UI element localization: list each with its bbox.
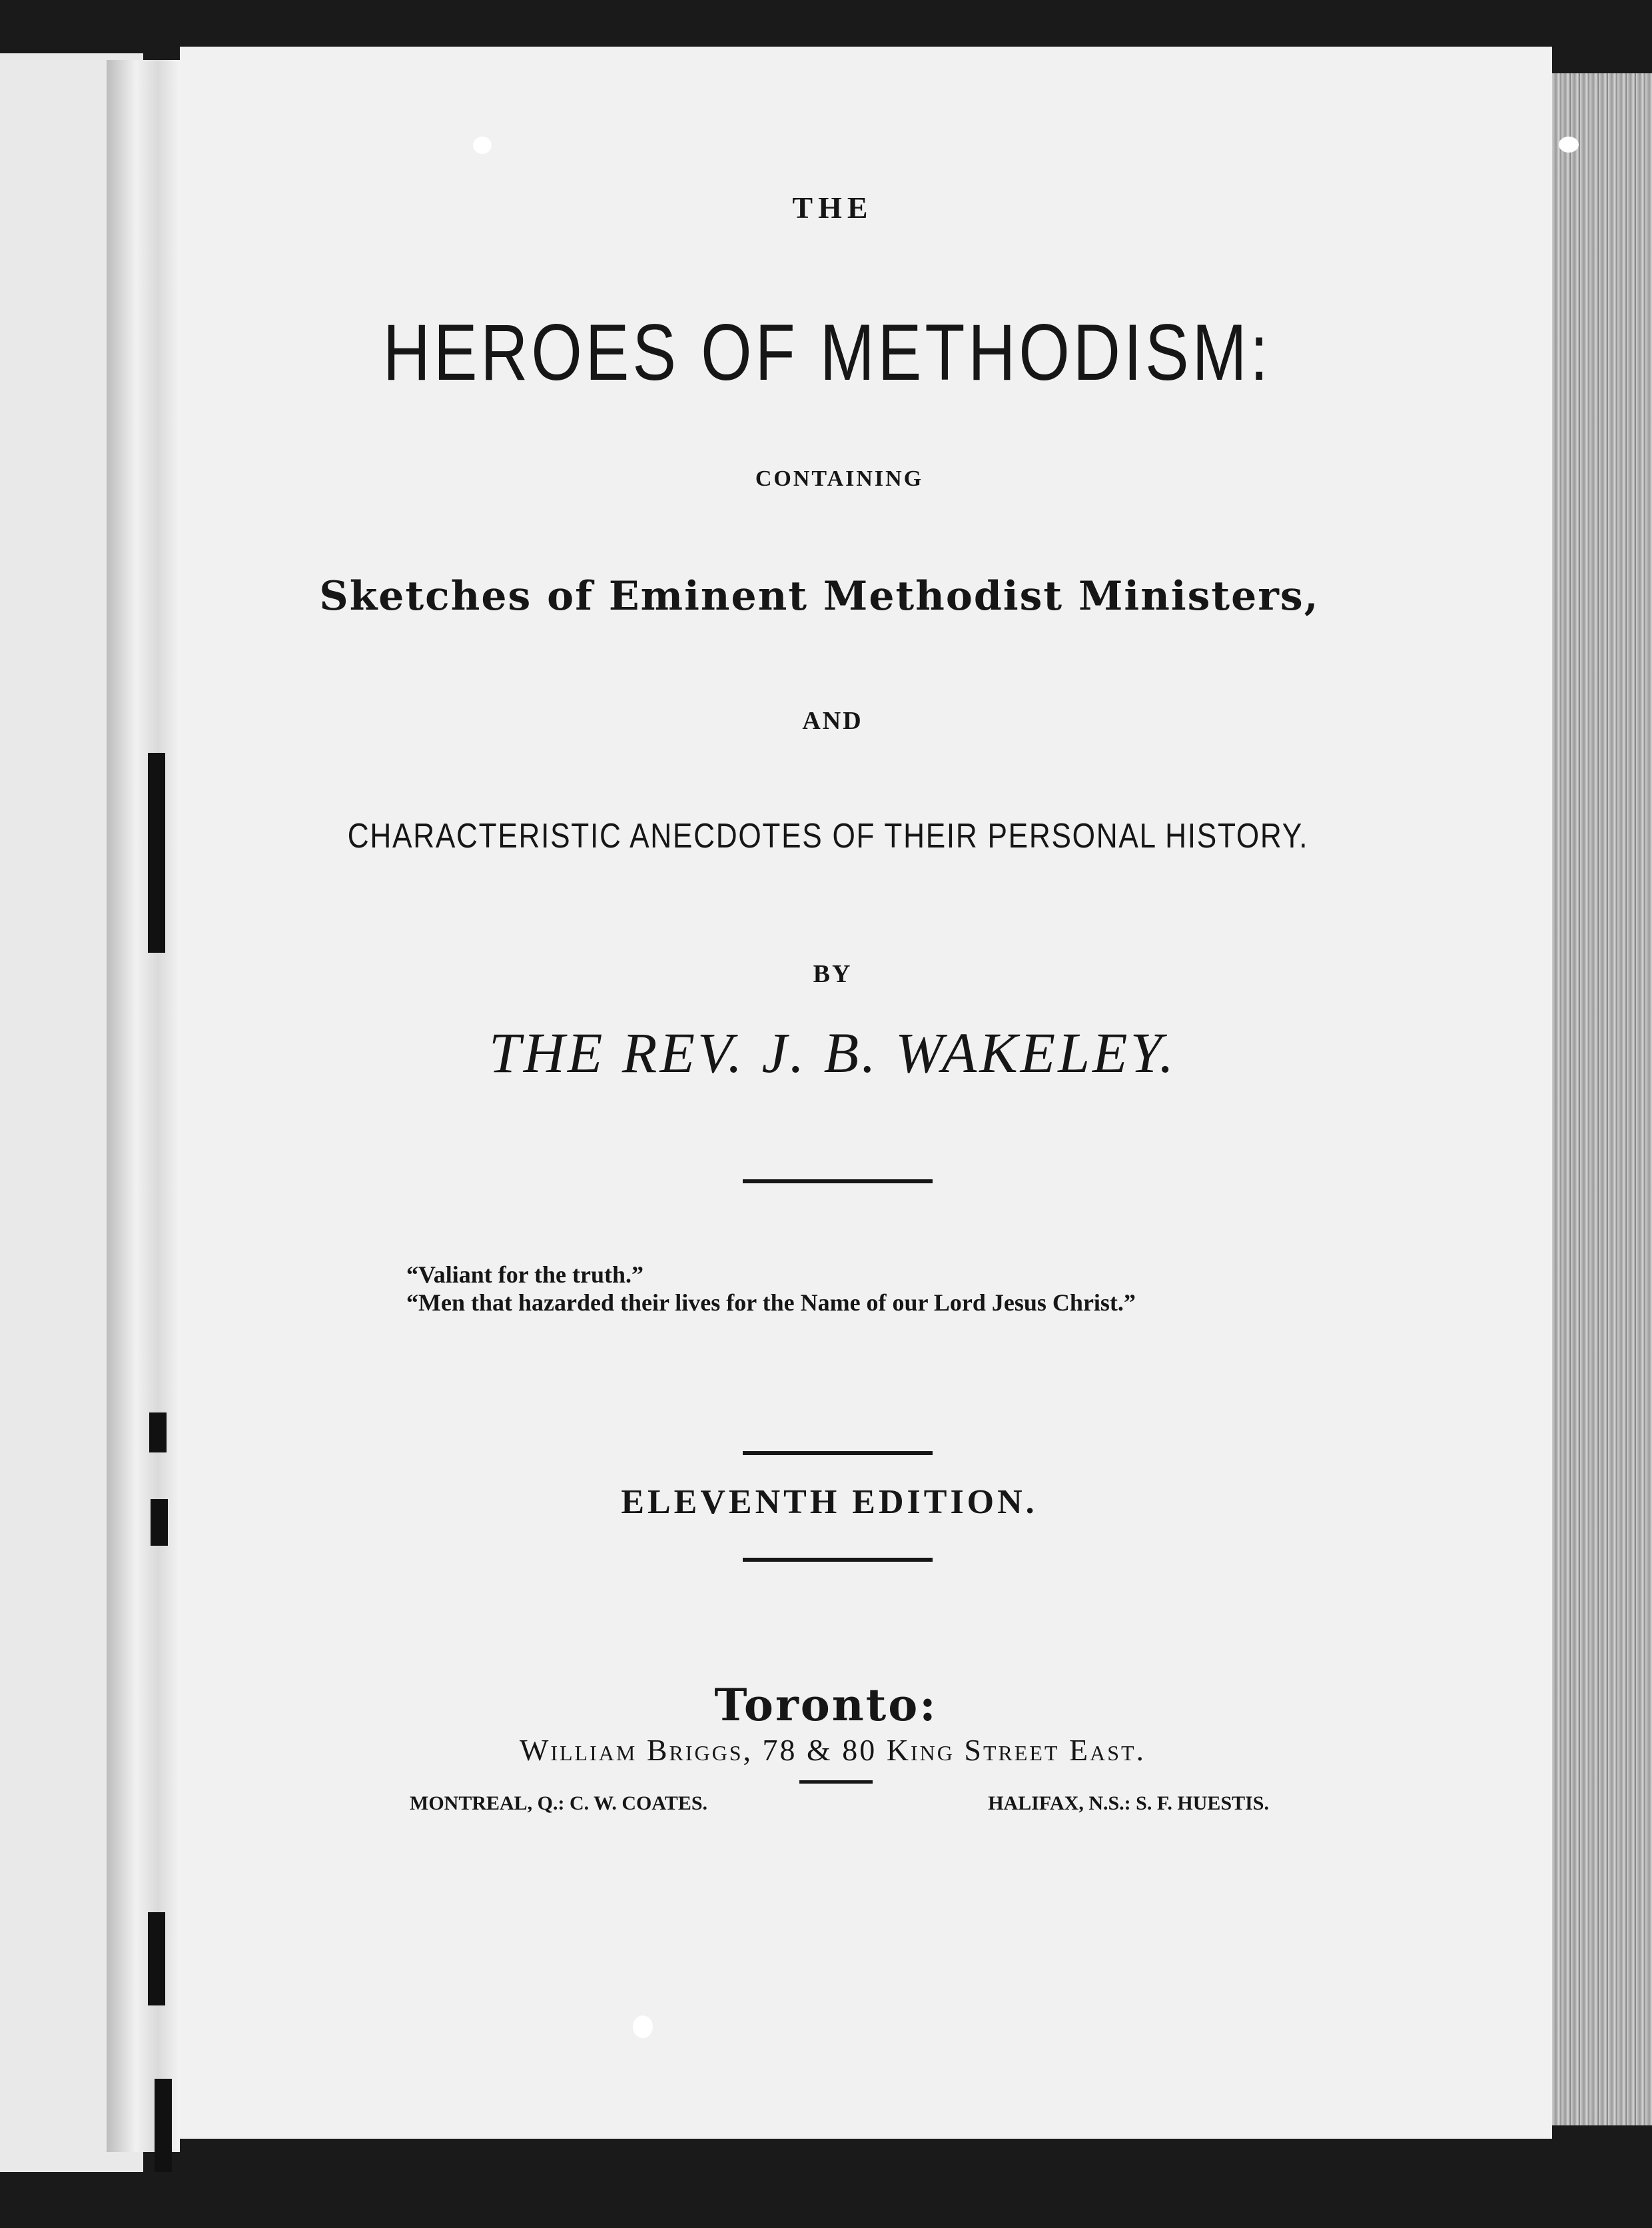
containing-label: CONTAINING bbox=[755, 466, 924, 491]
imprint-publisher: William Briggs, 78 & 80 King Street East. bbox=[519, 1733, 1146, 1767]
binding-mark bbox=[148, 1912, 165, 2005]
author-name: THE REV. J. B. WAKELEY. bbox=[488, 1021, 1177, 1085]
divider-rule bbox=[743, 1558, 933, 1562]
edition-label: ELEVENTH EDITION. bbox=[621, 1483, 1038, 1521]
imprint-agents bbox=[410, 1792, 1269, 1826]
and-label: AND bbox=[802, 707, 863, 735]
paper-speck bbox=[633, 2015, 653, 2038]
binding-mark bbox=[149, 1412, 167, 1452]
imprint-rule bbox=[799, 1780, 873, 1784]
epigraph-line: “Men that hazarded their lives for the Name of our Lord Jesus Christ.” bbox=[406, 1289, 1136, 1316]
agent-halifax: HALIFAX, N.S.: S. F. HUESTIS. bbox=[988, 1792, 1269, 1814]
subtitle-sketches: Sketches of Eminent Methodist Ministers, bbox=[319, 573, 1320, 620]
epigraph bbox=[406, 1261, 1136, 1317]
paper-speck bbox=[473, 137, 492, 154]
book-title: HEROES OF METHODISM: bbox=[382, 308, 1272, 397]
divider-rule bbox=[743, 1179, 933, 1183]
subtitle-anecdotes: CHARACTERISTIC ANECDOTES OF THEIR PERSONAL HISTORY. bbox=[347, 817, 1309, 855]
title-the: THE bbox=[792, 191, 873, 225]
by-label: BY bbox=[813, 960, 853, 988]
paper-speck bbox=[1559, 137, 1579, 153]
divider-rule bbox=[743, 1451, 933, 1455]
epigraph-line: “Valiant for the truth.” bbox=[406, 1261, 644, 1288]
imprint-city: Toronto: bbox=[714, 1679, 938, 1731]
page-edges bbox=[1552, 73, 1652, 2125]
agent-montreal: MONTREAL, Q.: C. W. COATES. bbox=[410, 1792, 708, 1814]
binding-mark bbox=[155, 2079, 172, 2172]
